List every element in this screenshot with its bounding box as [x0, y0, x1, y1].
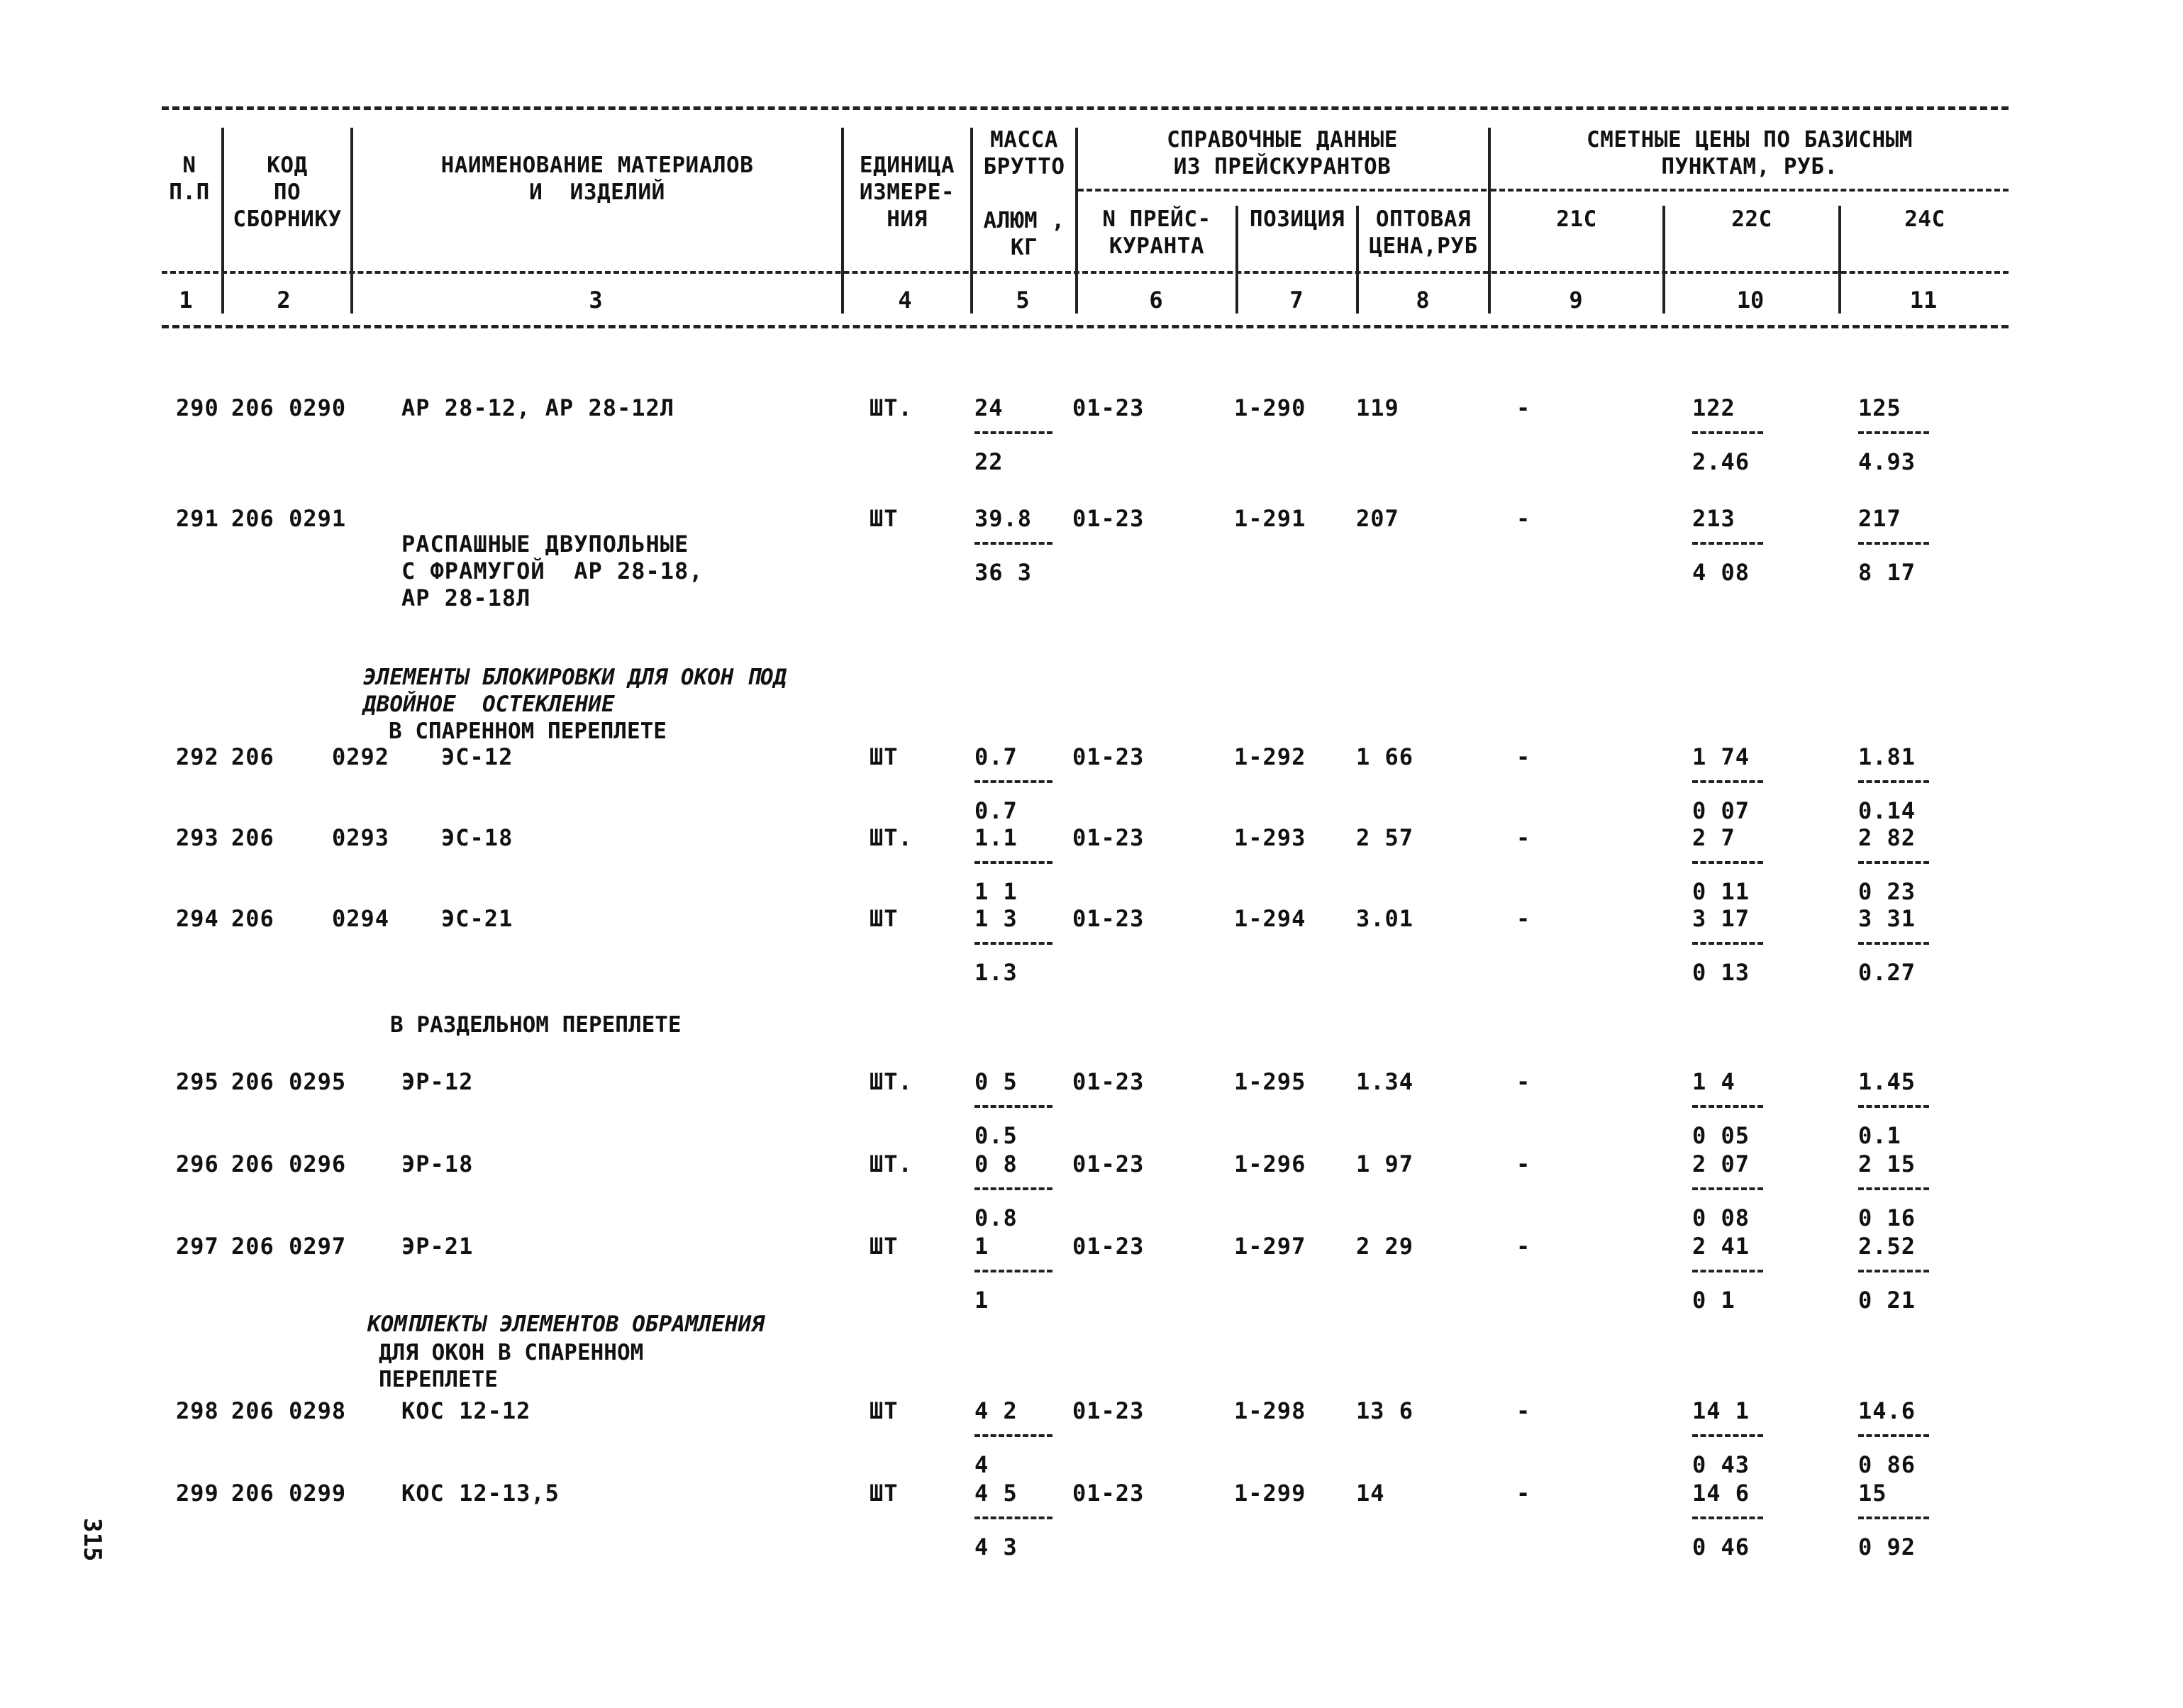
- row-price-24c-bottom: 0 92: [1858, 1534, 1916, 1560]
- row-mass-top: 39.8: [974, 505, 1033, 532]
- row-price-24c-top: 15: [1858, 1480, 1887, 1507]
- row-price-22c-bottom: 0 05: [1692, 1122, 1750, 1149]
- row-price-24c-top: 2 15: [1858, 1150, 1916, 1177]
- row-pricelist: 01-23: [1072, 905, 1145, 932]
- row-code: 206 0298: [231, 1397, 347, 1424]
- row-price-24c: [1858, 1397, 1929, 1478]
- row-price-21c: -: [1516, 743, 1531, 770]
- row-unit: ШТ: [870, 1480, 899, 1507]
- row-number: 294: [176, 905, 219, 932]
- section-heading: ЭЛЕМЕНТЫ БЛОКИРОВКИ ДЛЯ ОКОН ПОД ДВОЙНОЕ ОСТЕКЛЕНИЕ: [363, 665, 787, 717]
- row-name: ЭР-21: [401, 1233, 474, 1260]
- fraction-bar: [1692, 1187, 1763, 1190]
- row-name: РАСПАШНЫЕ ДВУПОЛЬНЫЕ С ФРАМУГОЙ АР 28-18, АР 28-18Л: [401, 531, 704, 611]
- fraction-bar: [1858, 1105, 1929, 1108]
- column-number: 1: [179, 287, 193, 314]
- row-price-24c-bottom: 0.14: [1858, 797, 1916, 824]
- row-price-22c-bottom: 0 13: [1692, 959, 1750, 986]
- fraction-bar: [974, 1434, 1052, 1437]
- column-number: 6: [1149, 287, 1163, 314]
- header-col-22c: 22С: [1731, 206, 1772, 232]
- row-mass-top: 0 5: [974, 1068, 1018, 1095]
- row-price-22c: [1692, 1233, 1763, 1314]
- row-price-24c-bottom: 0 86: [1858, 1451, 1916, 1478]
- row-wholesale-price: 1.34: [1356, 1068, 1414, 1095]
- row-price-24c-bottom: 0 21: [1858, 1287, 1916, 1314]
- row-position: 1-292: [1234, 743, 1306, 770]
- column-number: 7: [1289, 287, 1304, 314]
- column-number: 8: [1416, 287, 1430, 314]
- fraction-bar: [1858, 861, 1929, 864]
- row-price-22c-top: 1 74: [1692, 743, 1750, 770]
- row-name: ЭС-21: [441, 905, 513, 932]
- row-mass-top: 4 2: [974, 1397, 1018, 1424]
- row-price-24c: [1858, 1233, 1929, 1314]
- row-price-24c: [1858, 743, 1929, 824]
- section-heading: КОМПЛЕКТЫ ЭЛЕМЕНТОВ ОБРАМЛЕНИЯ: [367, 1312, 765, 1337]
- header-col-pricelist: N ПРЕЙС- КУРАНТА: [1102, 206, 1211, 259]
- row-pricelist: 01-23: [1072, 1150, 1145, 1177]
- row-mass-top: 1 3: [974, 905, 1018, 932]
- row-number: 299: [176, 1480, 219, 1507]
- row-price-22c-top: 2 07: [1692, 1150, 1750, 1177]
- row-mass-bottom: 4: [974, 1451, 989, 1478]
- row-price-22c-top: 14 6: [1692, 1480, 1750, 1507]
- row-name: ЭС-12: [441, 743, 513, 770]
- row-position: 1-294: [1234, 905, 1306, 932]
- row-unit: ШТ.: [870, 394, 913, 421]
- row-mass: [974, 1480, 1052, 1560]
- row-wholesale-price: 14: [1356, 1480, 1385, 1507]
- column-number: 3: [589, 287, 603, 314]
- row-code: 206 0290: [231, 394, 347, 421]
- fraction-bar: [1858, 1270, 1929, 1272]
- row-name: АР 28-12, АР 28-12Л: [401, 394, 675, 421]
- section-subheading: В СПАРЕННОМ ПЕРЕПЛЕТЕ: [389, 719, 667, 744]
- row-mass: [974, 1233, 1052, 1314]
- row-price-24c-top: 1.45: [1858, 1068, 1916, 1095]
- fraction-bar: [1692, 942, 1763, 945]
- row-number: 290: [176, 394, 219, 421]
- row-pricelist: 01-23: [1072, 824, 1145, 851]
- row-wholesale-price: 1 97: [1356, 1150, 1414, 1177]
- column-number: 5: [1016, 287, 1030, 314]
- row-price-22c-bottom: 2.46: [1692, 448, 1750, 475]
- row-pricelist: 01-23: [1072, 505, 1145, 532]
- row-mass-bottom: 1 1: [974, 878, 1018, 905]
- row-mass-bottom: 0.7: [974, 797, 1018, 824]
- row-number: 298: [176, 1397, 219, 1424]
- header-col-number: N П.П: [169, 152, 210, 205]
- row-unit: ШТ.: [870, 1150, 913, 1177]
- header-bottom-rule: [162, 325, 2009, 328]
- row-price-22c-bottom: 0 46: [1692, 1534, 1750, 1560]
- fraction-bar: [974, 780, 1052, 783]
- header-top-rule: [162, 106, 2009, 110]
- row-code: 206 0295: [231, 1068, 347, 1095]
- row-price-24c-bottom: 0 16: [1858, 1204, 1916, 1231]
- fraction-bar: [1858, 1187, 1929, 1190]
- fraction-bar: [1858, 542, 1929, 545]
- row-name: ЭС-18: [441, 824, 513, 851]
- row-wholesale-price: 119: [1356, 394, 1399, 421]
- row-price-24c-top: 2 82: [1858, 824, 1916, 851]
- row-code-suffix: 0294: [332, 905, 390, 932]
- row-price-24c: [1858, 824, 1929, 905]
- row-price-24c-top: 14.6: [1858, 1397, 1916, 1424]
- row-price-22c-top: 213: [1692, 505, 1735, 532]
- fraction-bar: [1692, 542, 1763, 545]
- row-pricelist: 01-23: [1072, 1397, 1145, 1424]
- row-price-24c-bottom: 0 23: [1858, 878, 1916, 905]
- fraction-bar: [974, 1270, 1052, 1272]
- row-price-21c: -: [1516, 1397, 1531, 1424]
- column-number: 11: [1909, 287, 1938, 314]
- row-mass: [974, 1397, 1052, 1478]
- row-price-21c: -: [1516, 1480, 1531, 1507]
- page-number: 315: [78, 1518, 106, 1562]
- row-mass-top: 4 5: [974, 1480, 1018, 1507]
- row-number: 297: [176, 1233, 219, 1260]
- row-price-22c: [1692, 824, 1763, 905]
- row-number: 293: [176, 824, 219, 851]
- row-mass: [974, 1150, 1052, 1231]
- row-price-22c-bottom: 0 07: [1692, 797, 1750, 824]
- row-unit: ШТ.: [870, 1068, 913, 1095]
- row-price-22c-top: 2 41: [1692, 1233, 1750, 1260]
- row-pricelist: 01-23: [1072, 1480, 1145, 1507]
- header-col-unit: ЕДИНИЦА ИЗМЕРЕ- НИЯ: [859, 152, 955, 232]
- row-price-24c-top: 125: [1858, 394, 1901, 421]
- fraction-bar: [1858, 780, 1929, 783]
- section-heading: В РАЗДЕЛЬНОМ ПЕРЕПЛЕТЕ: [390, 1012, 682, 1038]
- header-col-21c: 21С: [1556, 206, 1597, 232]
- fraction-bar: [1858, 431, 1929, 434]
- fraction-bar: [1692, 780, 1763, 783]
- row-code: 206: [231, 905, 274, 932]
- row-price-24c: [1858, 1480, 1929, 1560]
- header-subrule: [1491, 189, 2009, 192]
- fraction-bar: [974, 942, 1052, 945]
- row-price-22c: [1692, 394, 1763, 475]
- row-number: 296: [176, 1150, 219, 1177]
- row-price-22c-top: 3 17: [1692, 905, 1750, 932]
- row-unit: ШТ: [870, 1233, 899, 1260]
- row-price-24c-top: 217: [1858, 505, 1901, 532]
- row-price-24c-top: 2.52: [1858, 1233, 1916, 1260]
- row-position: 1-296: [1234, 1150, 1306, 1177]
- header-col-position: ПОЗИЦИЯ: [1249, 206, 1345, 232]
- row-price-22c-bottom: 0 11: [1692, 878, 1750, 905]
- row-price-22c: [1692, 743, 1763, 824]
- row-number: 291: [176, 505, 219, 532]
- fraction-bar: [974, 1187, 1052, 1190]
- header-col-mass: МАССА БРУТТО АЛЮМ , КГ: [983, 127, 1065, 260]
- header-col-code: КОД ПО СБОРНИКУ: [233, 152, 342, 232]
- row-code: 206 0299: [231, 1480, 347, 1507]
- row-number: 292: [176, 743, 219, 770]
- row-price-21c: -: [1516, 1150, 1531, 1177]
- row-price-24c: [1858, 1150, 1929, 1231]
- row-mass-bottom: 4 3: [974, 1534, 1018, 1560]
- row-unit: ШТ: [870, 505, 899, 532]
- column-number: 4: [898, 287, 912, 314]
- row-wholesale-price: 207: [1356, 505, 1399, 532]
- row-position: 1-291: [1234, 505, 1306, 532]
- row-price-22c-top: 1 4: [1692, 1068, 1735, 1095]
- header-group-prices: СМЕТНЫЕ ЦЕНЫ ПО БАЗИСНЫМ ПУНКТАМ, РУБ.: [1587, 127, 1913, 179]
- row-mass-top: 0 8: [974, 1150, 1018, 1177]
- row-unit: ШТ: [870, 905, 899, 932]
- row-mass: [974, 824, 1052, 905]
- row-mass-bottom: 36 3: [974, 559, 1033, 586]
- row-price-22c-bottom: 0 1: [1692, 1287, 1735, 1314]
- fraction-bar: [1858, 942, 1929, 945]
- row-price-24c: [1858, 1068, 1929, 1149]
- row-wholesale-price: 1 66: [1356, 743, 1414, 770]
- section-subheading: ДЛЯ ОКОН В СПАРЕННОМ ПЕРЕПЛЕТЕ: [379, 1340, 644, 1392]
- row-code: 206: [231, 824, 274, 851]
- row-price-21c: -: [1516, 824, 1531, 851]
- fraction-bar: [974, 1105, 1052, 1108]
- row-code-suffix: 0293: [332, 824, 390, 851]
- row-wholesale-price: 2 29: [1356, 1233, 1414, 1260]
- row-mass-bottom: 0.8: [974, 1204, 1018, 1231]
- fraction-bar: [1692, 1270, 1763, 1272]
- row-name: ЭР-12: [401, 1068, 474, 1095]
- header-col-24c: 24С: [1904, 206, 1945, 232]
- row-mass-bottom: 1.3: [974, 959, 1018, 986]
- row-price-21c: -: [1516, 505, 1531, 532]
- fraction-bar: [1858, 1434, 1929, 1437]
- row-name: КОС 12-12: [401, 1397, 531, 1424]
- row-mass-top: 0.7: [974, 743, 1018, 770]
- row-price-22c-bottom: 0 08: [1692, 1204, 1750, 1231]
- row-code: 206 0297: [231, 1233, 347, 1260]
- column-number: 2: [277, 287, 291, 314]
- row-code: 206 0291: [231, 505, 347, 532]
- header-group-reference: СПРАВОЧНЫЕ ДАННЫЕ ИЗ ПРЕЙСКУРАНТОВ: [1167, 127, 1398, 179]
- row-mass-bottom: 0.5: [974, 1122, 1018, 1149]
- row-code-suffix: 0292: [332, 743, 390, 770]
- row-mass: [974, 743, 1052, 824]
- row-price-22c: [1692, 1480, 1763, 1560]
- row-price-21c: -: [1516, 394, 1531, 421]
- row-name: ЭР-18: [401, 1150, 474, 1177]
- row-position: 1-290: [1234, 394, 1306, 421]
- row-mass-top: 24: [974, 394, 1004, 421]
- row-name: КОС 12-13,5: [401, 1480, 560, 1507]
- row-mass-top: 1.1: [974, 824, 1018, 851]
- row-price-24c-top: 1.81: [1858, 743, 1916, 770]
- row-pricelist: 01-23: [1072, 394, 1145, 421]
- row-price-22c: [1692, 1068, 1763, 1149]
- fraction-bar: [1858, 1516, 1929, 1519]
- row-price-24c-bottom: 4.93: [1858, 448, 1916, 475]
- row-price-22c-top: 14 1: [1692, 1397, 1750, 1424]
- row-mass: [974, 905, 1052, 986]
- fraction-bar: [1692, 1434, 1763, 1437]
- header-col-name: НАИМЕНОВАНИЕ МАТЕРИАЛОВ И ИЗДЕЛИЙ: [440, 152, 754, 205]
- row-price-21c: -: [1516, 1068, 1531, 1095]
- row-price-21c: -: [1516, 905, 1531, 932]
- row-wholesale-price: 13 6: [1356, 1397, 1414, 1424]
- row-position: 1-295: [1234, 1068, 1306, 1095]
- row-price-22c: [1692, 1150, 1763, 1231]
- column-number: 10: [1736, 287, 1765, 314]
- row-price-24c-bottom: 8 17: [1858, 559, 1916, 586]
- row-price-24c: [1858, 905, 1929, 986]
- fraction-bar: [974, 542, 1052, 545]
- row-mass-top: 1: [974, 1233, 989, 1260]
- row-position: 1-293: [1234, 824, 1306, 851]
- row-price-21c: -: [1516, 1233, 1531, 1260]
- row-number: 295: [176, 1068, 219, 1095]
- fraction-bar: [974, 431, 1052, 434]
- row-price-24c: [1858, 394, 1929, 475]
- fraction-bar: [1692, 1516, 1763, 1519]
- fraction-bar: [1692, 1105, 1763, 1108]
- row-price-22c: [1692, 905, 1763, 986]
- fraction-bar: [974, 861, 1052, 864]
- fraction-bar: [1692, 861, 1763, 864]
- row-code: 206: [231, 743, 274, 770]
- row-price-24c-bottom: 0.27: [1858, 959, 1916, 986]
- row-unit: ШТ.: [870, 824, 913, 851]
- row-pricelist: 01-23: [1072, 1068, 1145, 1095]
- row-mass-bottom: 1: [974, 1287, 989, 1314]
- row-price-22c-top: 122: [1692, 394, 1735, 421]
- header-number-rule: [162, 271, 2009, 274]
- row-position: 1-298: [1234, 1397, 1306, 1424]
- row-price-22c-bottom: 4 08: [1692, 559, 1750, 586]
- fraction-bar: [974, 1516, 1052, 1519]
- row-position: 1-297: [1234, 1233, 1306, 1260]
- row-price-24c-bottom: 0.1: [1858, 1122, 1901, 1149]
- row-mass-bottom: 22: [974, 448, 1004, 475]
- row-price-24c-top: 3 31: [1858, 905, 1916, 932]
- row-wholesale-price: 2 57: [1356, 824, 1414, 851]
- row-price-24c: [1858, 505, 1929, 586]
- row-position: 1-299: [1234, 1480, 1306, 1507]
- row-unit: ШТ: [870, 1397, 899, 1424]
- row-price-22c-top: 2 7: [1692, 824, 1735, 851]
- row-price-22c: [1692, 1397, 1763, 1478]
- header-col-wholesale: ОПТОВАЯ ЦЕНА,РУБ: [1369, 206, 1478, 259]
- column-number: 9: [1569, 287, 1583, 314]
- row-pricelist: 01-23: [1072, 1233, 1145, 1260]
- header-subrule: [1078, 189, 1487, 192]
- row-wholesale-price: 3.01: [1356, 905, 1414, 932]
- row-mass: [974, 394, 1052, 475]
- row-mass: [974, 1068, 1052, 1149]
- row-unit: ШТ: [870, 743, 899, 770]
- row-mass: [974, 505, 1052, 586]
- row-price-22c-bottom: 0 43: [1692, 1451, 1750, 1478]
- row-price-22c: [1692, 505, 1763, 586]
- fraction-bar: [1692, 431, 1763, 434]
- row-code: 206 0296: [231, 1150, 347, 1177]
- row-pricelist: 01-23: [1072, 743, 1145, 770]
